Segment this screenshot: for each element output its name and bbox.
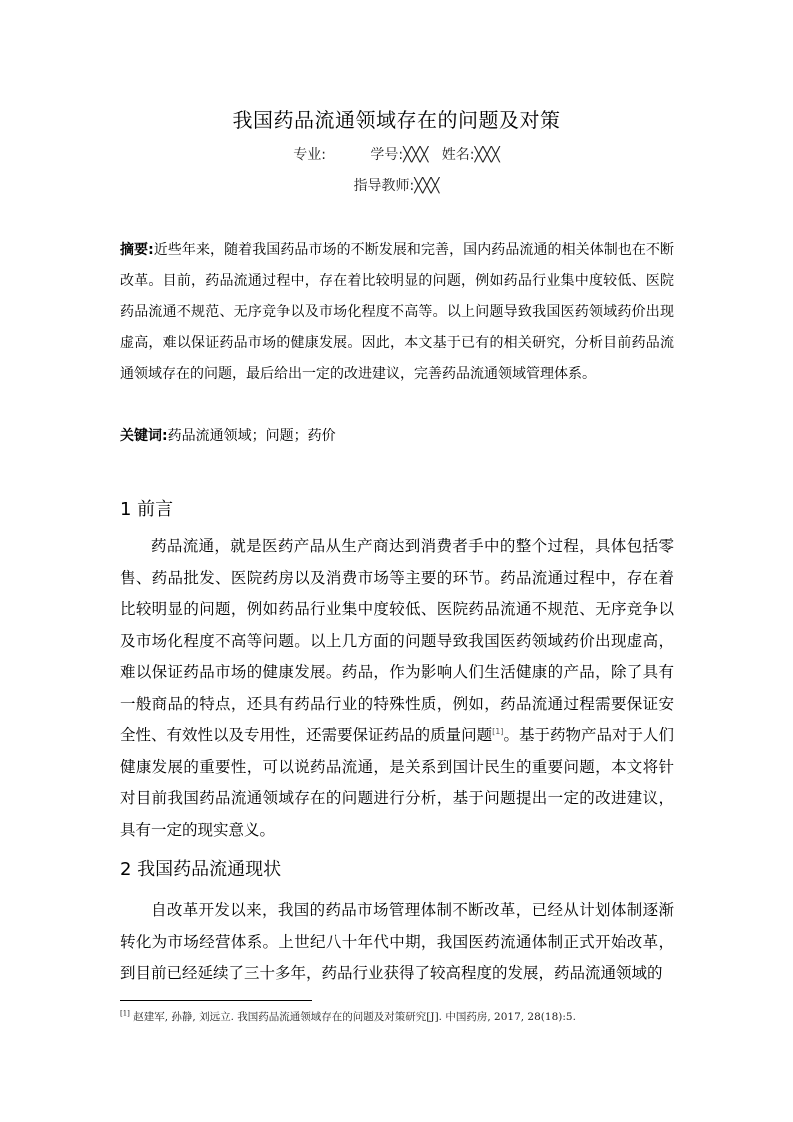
keywords [120, 422, 674, 450]
author-info: 专业: 学号:╳╳╳ 姓名:╳╳╳ [293, 147, 500, 163]
abstract [120, 235, 674, 390]
citation-ref[interactable]: [1] [492, 726, 504, 736]
keywords-text: 药品流通领域；问题；药价 [167, 428, 336, 444]
footnote-divider [120, 1000, 312, 1001]
advisor-info: 指导教师:╳╳╳ [353, 178, 440, 194]
footnote-marker: [1] [120, 1009, 130, 1018]
section-body-intro [120, 531, 674, 846]
section-body-status: 自改革开发以来，我国的药品市场管理体制不断改革，已经从计划体制逐渐转化为市场经营体系。上世纪八十年代中期，我国医药流通体制正式开始改革，到目前已经延续了三十多年，药品行业获得了较高程度的发展，药品流通领域的 [120, 901, 674, 982]
section-heading-status: 2 我国药品流通现状 [120, 859, 282, 880]
abstract-label: 摘要: [120, 242, 154, 258]
paper-title: 我国药品流通领域存在的问题及对策 [232, 108, 561, 132]
keywords-label: 关键词: [120, 428, 168, 444]
footnote [120, 1009, 680, 1024]
section-heading-intro: 1 前言 [120, 499, 174, 520]
intro-text-part1: 药品流通，就是医药产品从生产商达到消费者手中的整个过程，具体包括零售、药品批发、医院药房以及消费市场等主要的环节。药品流通过程中，存在着比较明显的问题，例如药品行业集中度较低、医院药品流通不规范、无序竞争以及市场化程度不高等问题。以上几方面的问题导致我国医药领域药价出现虚高，难以保证药品市场的健康发展。药品，作为影响人们生活健康的产品，除了具有一般商品的特点，还具有药品行业的特殊性质，例如，药品流通过程需要保证安全性、有效性以及专用性，还需要保证药品的质量问题 [120, 537, 674, 744]
abstract-text: 近些年来，随着我国药品市场的不断发展和完善，国内药品流通的相关体制也在不断改革。目前，药品流通过程中，存在着比较明显的问题，例如药品行业集中度较低、医院药品流通不规范、无序竞争以及市场化程度不高等。以上问题导致我国医药领域药价出现虚高，难以保证药品市场的健康发展。因此，本文基于已有的相关研究，分析目前药品流通领域存在的问题，最后给出一定的改进建议，完善药品流通领域管理体系。 [120, 242, 675, 382]
intro-text-part2: 。基于药物产品对于人们健康发展的重要性，可以说药品流通，是关系到国计民生的重要问题，本文将针对目前我国药品流通领域存在的问题进行分析，基于问题提出一定的改进建议，具有一定的现实意义。 [120, 726, 674, 839]
footnote-text: 赵建军, 孙静, 刘远立. 我国药品流通领域存在的问题及对策研究[J]. 中国药房, 2017, 28(18):5. [129, 1011, 576, 1023]
